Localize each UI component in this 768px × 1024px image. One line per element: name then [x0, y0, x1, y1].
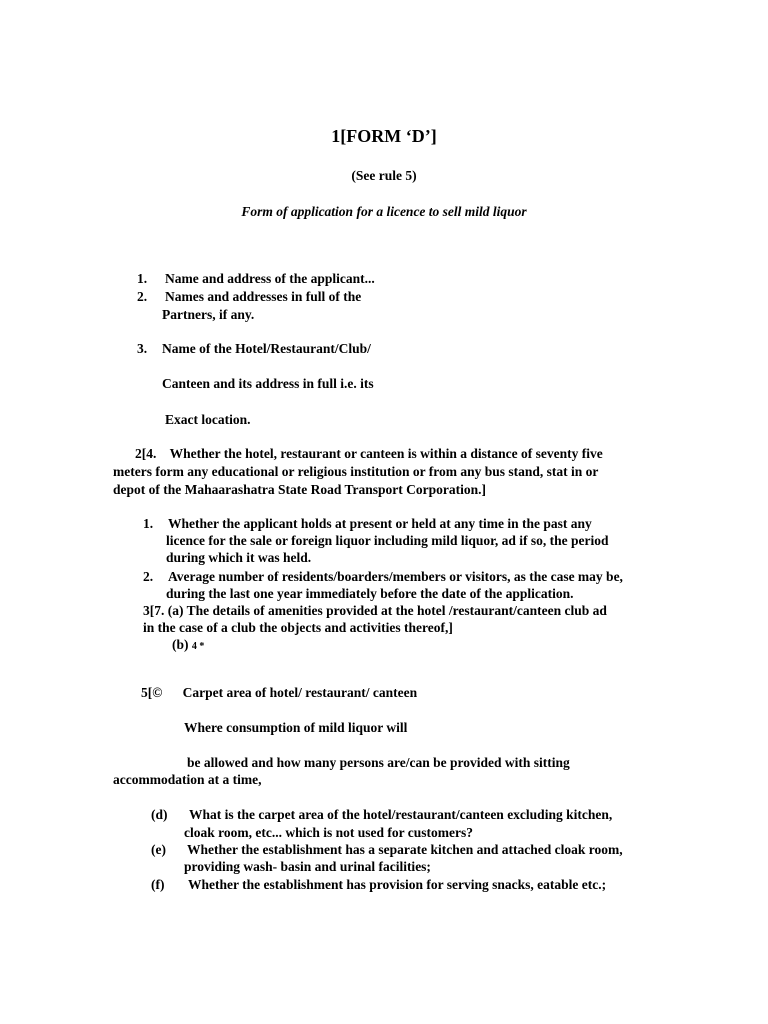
form-title: 1[FORM ‘D’]	[331, 126, 437, 146]
item-3-continuation-2: Exact location.	[165, 412, 251, 427]
item-2-continuation: Partners, if any.	[162, 307, 255, 322]
clause-e-line-2: providing wash- basin and urinal facilities;	[184, 859, 431, 874]
clause-7a-line-2: in the case of a club the objects and activities thereof,]	[143, 620, 453, 635]
item-3-number: 3.	[137, 341, 148, 356]
item-2-number: 2.	[137, 289, 148, 304]
clause-d-line-2: cloak room, etc... which is not used for customers?	[184, 825, 473, 840]
clause-d-line-1: What is the carpet area of the hotel/restaurant/canteen excluding kitchen,	[189, 807, 613, 822]
item-3-continuation-1: Canteen and its address in full i.e. its	[162, 376, 374, 391]
clause-f-line-1: Whether the establishment has provision for serving snacks, eatable etc.;	[188, 877, 607, 892]
paragraph-4-line-2: meters form any educational or religious institution or from any bus stand, stat in or	[113, 464, 599, 479]
paragraph-4-line-1: 2[4. Whether the hotel, restaurant or canteen is within a distance of seventy five	[135, 446, 603, 461]
clause-e-label: (e)	[151, 842, 166, 857]
clause-7b	[172, 637, 204, 655]
item-1-text: Name and address of the applicant...	[165, 271, 375, 286]
clause-c-heading: 5[© Carpet area of hotel/ restaurant/ canteen	[141, 685, 418, 700]
sub-item-1-line-1: Whether the applicant holds at present or held at any time in the past any	[168, 516, 592, 531]
clause-7b-footnote: 4 *	[191, 641, 205, 652]
sub-item-2-line-1: Average number of residents/boarders/members or visitors, as the case may be,	[168, 569, 623, 584]
clause-c-line-2: be allowed and how many persons are/can be provided with sitting	[187, 755, 570, 770]
clause-c-line-1: Where consumption of mild liquor will	[184, 720, 408, 735]
clause-e-line-1: Whether the establishment has a separate kitchen and attached cloak room,	[187, 842, 623, 857]
item-3-text: Name of the Hotel/Restaurant/Club/	[162, 341, 371, 356]
clause-d-label: (d)	[151, 807, 168, 822]
item-2-text: Names and addresses in full of the	[165, 289, 362, 304]
item-1-number: 1.	[137, 271, 148, 286]
sub-item-1-line-2: licence for the sale or foreign liquor including mild liquor, ad if so, the period	[166, 533, 609, 548]
clause-c-line-3: accommodation at a time,	[113, 772, 262, 787]
sub-item-2-number: 2.	[143, 569, 154, 584]
sub-item-1-line-3: during which it was held.	[166, 550, 312, 565]
clause-7a-line-1: 3[7. (a) The details of amenities provided at the hotel /restaurant/canteen club ad	[143, 603, 607, 618]
form-description: Form of application for a licence to sell mild liquor	[241, 204, 527, 219]
rule-reference: (See rule 5)	[351, 168, 417, 183]
clause-7b-label: (b)	[172, 637, 189, 652]
sub-item-1-number: 1.	[143, 516, 154, 531]
sub-item-2-line-2: during the last one year immediately before the date of the application.	[166, 586, 574, 601]
paragraph-4-line-3: depot of the Mahaarashatra State Road Transport Corporation.]	[113, 482, 486, 497]
clause-f-label: (f)	[151, 877, 165, 892]
